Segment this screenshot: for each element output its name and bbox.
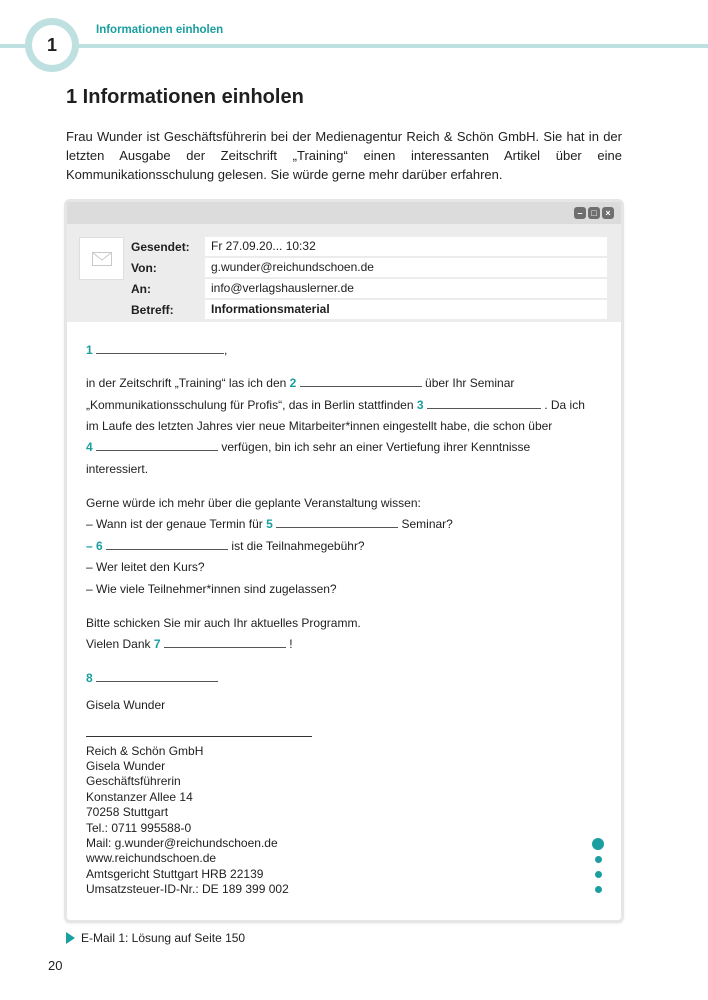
body-text: verfügen, bin ich sehr an einer Vertiefung ihrer Kenntnisse bbox=[221, 440, 531, 454]
field-from bbox=[131, 258, 607, 277]
field-value: info@verlagshauslerner.de bbox=[205, 279, 607, 298]
thanks-line bbox=[86, 637, 293, 651]
salutation-end: , bbox=[224, 343, 228, 357]
chapter-number: 1 bbox=[32, 25, 72, 65]
body-line: interessiert. bbox=[86, 462, 149, 476]
field-value: g.wunder@reichundschoen.de bbox=[205, 258, 607, 277]
body-text: ist die Teilnahmegebühr? bbox=[231, 539, 365, 553]
signature-line: Konstanzer Allee 14 bbox=[86, 790, 193, 804]
signature-line: www.reichundschoen.de bbox=[86, 851, 217, 865]
gap-number: 3 bbox=[416, 398, 424, 412]
signature-line: Umsatzsteuer-ID-Nr.: DE 189 399 002 bbox=[86, 882, 289, 896]
question-line: – Wie viele Teilnehmer*innen sind zugelassen? bbox=[86, 582, 337, 596]
body-line: Gerne würde ich mehr über die geplante Veranstaltung wissen: bbox=[86, 496, 421, 510]
question-line: – Wer leitet den Kurs? bbox=[86, 560, 205, 574]
field-value: Informationsmaterial bbox=[205, 300, 607, 319]
gap-number: 7 bbox=[153, 637, 161, 651]
gap-number: 4 bbox=[86, 440, 93, 454]
gap-number: 2 bbox=[289, 376, 297, 390]
answer-blank[interactable] bbox=[164, 638, 286, 648]
running-title: Informationen einholen bbox=[96, 24, 224, 36]
salutation-line bbox=[86, 343, 227, 357]
sender-name: Gisela Wunder bbox=[86, 698, 166, 712]
body-text: über Ihr Seminar bbox=[425, 376, 515, 390]
body-line bbox=[86, 398, 585, 412]
envelope-icon bbox=[79, 237, 124, 280]
signature-line: Mail: g.wunder@reichundschoen.de bbox=[86, 836, 278, 850]
decor-dot bbox=[595, 871, 602, 878]
question-line bbox=[86, 517, 453, 531]
email-window bbox=[64, 199, 624, 923]
page-number: 20 bbox=[48, 958, 63, 973]
body-text: Vielen Dank bbox=[86, 637, 151, 651]
arrow-right-icon bbox=[66, 932, 75, 944]
body-text: in der Zeitschrift „Training“ las ich den bbox=[86, 376, 287, 390]
answer-blank[interactable] bbox=[276, 518, 398, 528]
chapter-badge bbox=[25, 18, 79, 72]
field-label: Betreff: bbox=[131, 302, 174, 317]
field-sent bbox=[131, 237, 607, 256]
question-line bbox=[86, 539, 365, 553]
body-line: im Laufe des letzten Jahres vier neue Mitarbeiter*innen eingestellt habe, die schon über bbox=[86, 419, 553, 433]
gap-dash: – bbox=[86, 539, 93, 553]
solution-note-text: E-Mail 1: Lösung auf Seite 150 bbox=[81, 931, 246, 945]
body-line bbox=[86, 376, 514, 390]
signature-line: Geschäftsführerin bbox=[86, 774, 181, 788]
signature-line: Gisela Wunder bbox=[86, 759, 166, 773]
answer-blank[interactable] bbox=[96, 672, 218, 682]
gap-number: 6 bbox=[96, 539, 103, 553]
decor-dot bbox=[592, 838, 604, 850]
solution-note bbox=[66, 931, 245, 945]
answer-blank[interactable] bbox=[96, 441, 218, 451]
decor-dot bbox=[595, 856, 602, 863]
signature-divider bbox=[86, 736, 312, 737]
intro-paragraph: Frau Wunder ist Geschäftsführerin bei der Medienagentur Reich & Schön GmbH. Sie hat in der letzten Ausgabe der Zeitschrift „Training“ einen interessanten Artikel über eine Kommunikationsschulung gelesen. Sie würde gerne mehr darüber erfahren. bbox=[66, 129, 622, 182]
gap-number: 5 bbox=[266, 517, 273, 531]
signature-line: 70258 Stuttgart bbox=[86, 805, 169, 819]
close-icon[interactable]: × bbox=[602, 207, 614, 219]
field-label: An: bbox=[131, 281, 151, 296]
maximize-icon[interactable]: □ bbox=[588, 207, 600, 219]
field-subject bbox=[131, 300, 607, 319]
signature-line: Tel.: 0711 995588-0 bbox=[86, 821, 192, 835]
gap-number: 1 bbox=[86, 343, 93, 357]
body-text: ! bbox=[289, 637, 293, 651]
body-text: . Da ich bbox=[544, 398, 585, 412]
body-text: Seminar? bbox=[401, 517, 453, 531]
answer-blank[interactable] bbox=[300, 377, 422, 387]
window-titlebar bbox=[67, 202, 621, 224]
body-text: „Kommunikationsschulung für Profis“, das in Berlin stattfinden bbox=[86, 398, 414, 412]
header-rule bbox=[0, 44, 708, 48]
body-line bbox=[86, 440, 530, 454]
gap-number: 8 bbox=[86, 671, 93, 685]
body-line: Bitte schicken Sie mir auch Ihr aktuelles Programm. bbox=[86, 616, 361, 630]
page-title: 1 Informationen einholen bbox=[66, 86, 304, 108]
closing-line bbox=[86, 671, 218, 685]
decor-dot bbox=[595, 886, 602, 893]
minimize-icon[interactable]: – bbox=[574, 207, 586, 219]
signature-line: Amtsgericht Stuttgart HRB 22139 bbox=[86, 867, 264, 881]
answer-blank[interactable] bbox=[106, 540, 228, 550]
answer-blank[interactable] bbox=[427, 399, 541, 409]
answer-blank[interactable] bbox=[96, 344, 224, 354]
field-label: Von: bbox=[131, 260, 157, 275]
signature-line: Reich & Schön GmbH bbox=[86, 744, 204, 758]
field-label: Gesendet: bbox=[131, 239, 190, 254]
email-header bbox=[67, 224, 621, 322]
body-text: – Wann ist der genaue Termin für bbox=[86, 517, 263, 531]
field-to bbox=[131, 279, 607, 298]
field-value: Fr 27.09.20... 10:32 bbox=[205, 237, 607, 256]
